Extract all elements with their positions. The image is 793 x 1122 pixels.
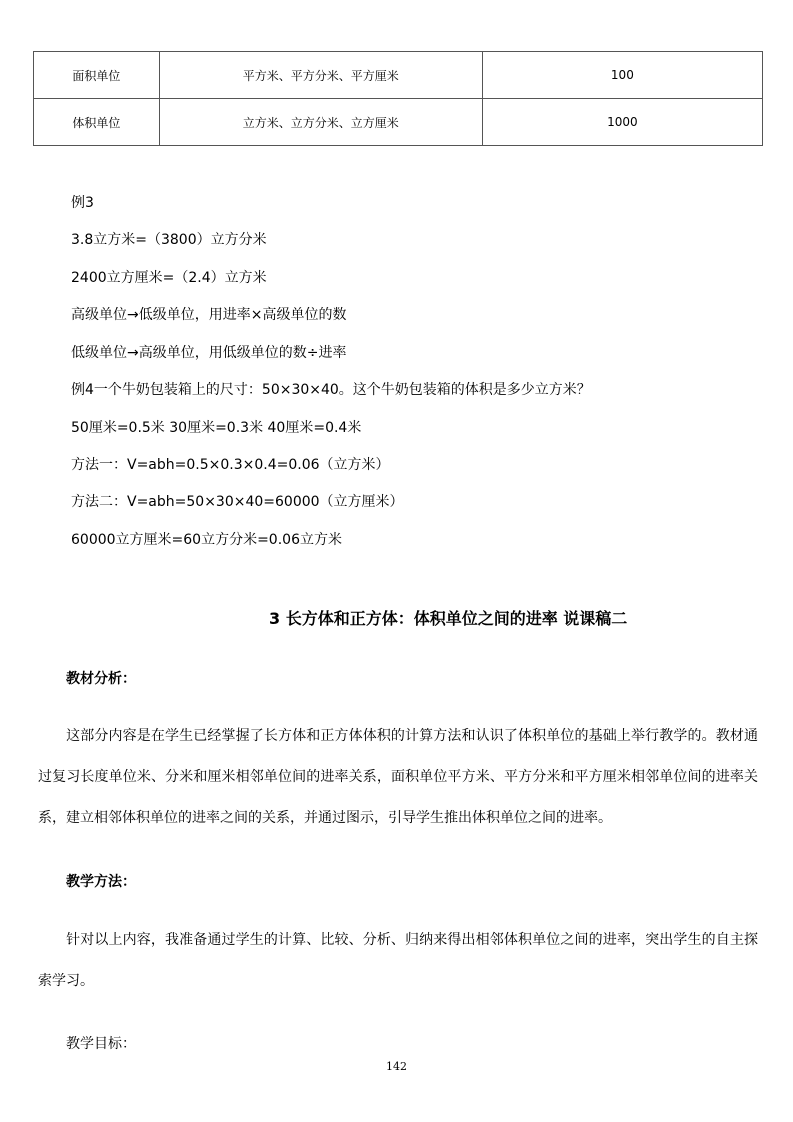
paragraph-line: 系，建立相邻体积单位的进率之间的关系，并通过图示，引导学生推出体积单位之间的进率。: [38, 810, 612, 826]
example-line: 高级单位→低级单位，用进率×高级单位的数: [71, 307, 347, 323]
table-cell-unit-type: 体积单位: [34, 99, 160, 146]
example-line: 3.8立方米=（3800）立方分米: [71, 232, 267, 248]
table-cell-rate: 1000: [482, 99, 762, 146]
example-line: 方法一：V=abh=0.5×0.3×0.4=0.06（立方米）: [71, 457, 390, 473]
example-line: 50厘米=0.5米 30厘米=0.3米 40厘米=0.4米: [71, 420, 362, 436]
analysis-paragraph: [38, 716, 758, 839]
example-line: 低级单位→高级单位，用低级单位的数÷进率: [71, 345, 347, 361]
method-heading: 教学方法：: [66, 874, 136, 890]
table-cell-unit-type: 面积单位: [34, 52, 160, 99]
paragraph-line: 过复习长度单位米、分米和厘米相邻单位间的进率关系，面积单位平方米、平方分米和平方厘米相邻单位间的进率关: [38, 769, 758, 785]
paragraph-line: 这部分内容是在学生已经掌握了长方体和正方体体积的计算方法和认识了体积单位的基础上举行教学的。教材通: [66, 728, 758, 744]
method-paragraph: [38, 920, 758, 1002]
table-row: [34, 99, 763, 146]
page-number: 142: [386, 1060, 407, 1073]
paragraph-line: 索学习。: [38, 973, 94, 989]
teaching-goal-label: 教学目标：: [66, 1036, 136, 1052]
section-title: 3 长方体和正方体：体积单位之间的进率 说课稿二: [269, 609, 628, 628]
example-line: 60000立方厘米=60立方分米=0.06立方米: [71, 532, 342, 548]
table-cell-units: 立方米、立方分米、立方厘米: [159, 99, 482, 146]
table-cell-rate: 100: [482, 52, 762, 99]
example-line: 2400立方厘米=（2.4）立方米: [71, 270, 267, 286]
paragraph-line: 针对以上内容，我准备通过学生的计算、比较、分析、归纳来得出相邻体积单位之间的进率，突出学生的自主探: [66, 932, 758, 948]
example-line: 方法二：V=abh=50×30×40=60000（立方厘米）: [71, 494, 404, 510]
unit-rate-table: [33, 51, 763, 146]
example-line: 例3: [71, 195, 94, 211]
example-line: 例4一个牛奶包装箱上的尺寸：50×30×40。这个牛奶包装箱的体积是多少立方米？: [71, 382, 591, 398]
table-row: [34, 52, 763, 99]
analysis-heading: 教材分析：: [66, 671, 136, 687]
table-cell-units: 平方米、平方分米、平方厘米: [159, 52, 482, 99]
